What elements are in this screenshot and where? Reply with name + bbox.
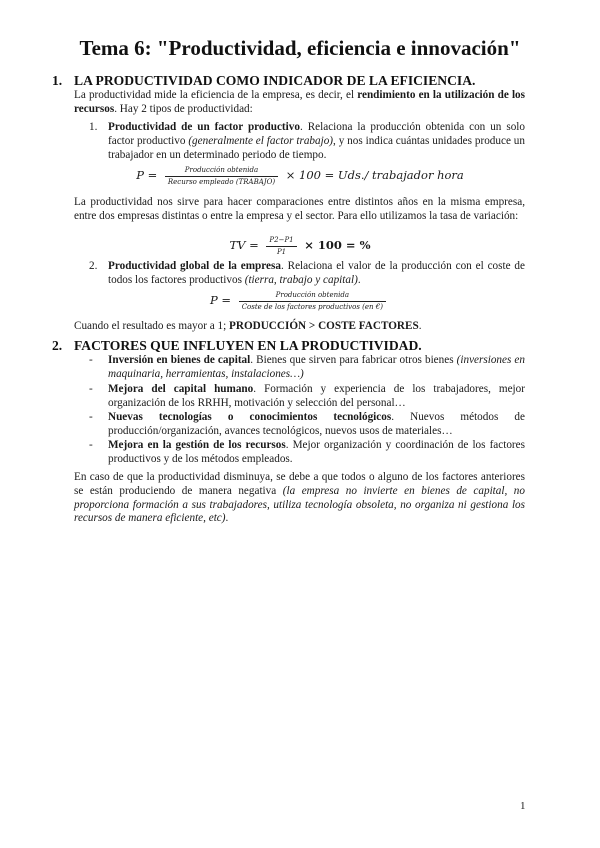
list-item-text: . Nuevos métodos de producción/organización, avances tecnológicos, nuevos usos de materiales…: [108, 411, 525, 437]
list-dash: -: [89, 383, 93, 395]
item-italic-text: (tierra, trabajo y capital): [244, 273, 358, 286]
formula-lhs: P =: [210, 293, 232, 308]
item-text-end: .: [357, 273, 361, 286]
item-italic-text: (generalmente el factor trabajo): [188, 134, 334, 147]
numbered-item-2: [89, 260, 525, 288]
intro-text: La productividad mide la eficiencia de la empresa, es decir, el: [74, 89, 358, 101]
formula-fraction: [239, 291, 386, 311]
formula-fraction: [165, 166, 278, 186]
list-dash: -: [89, 411, 93, 423]
section-1-heading: [52, 73, 475, 90]
conclusion-text-end: .: [418, 320, 422, 332]
item-number: 2.: [89, 260, 98, 272]
intro-text-end: . Hay 2 tipos de productividad:: [114, 102, 253, 115]
formula-denominator: P1: [276, 247, 287, 256]
item-text: . Relaciona el valor de la producción con el coste de todos los factores productivos: [108, 260, 525, 286]
formula-lhs: P =: [136, 168, 158, 183]
list-item-text: . Formación y experiencia de los trabajadores, mejor organización de los RRHH, motivación y selección del personal…: [108, 383, 525, 409]
formula-rhs: × 100 = Uds./ trabajador hora: [285, 168, 464, 183]
section-heading-text: LA PRODUCTIVIDAD COMO INDICADOR DE LA EFICIENCIA.: [74, 73, 476, 88]
item-text-end: , y nos indica cuántas unidades produce un trabajador en un determinado periodo de tiempo.: [108, 134, 525, 161]
list-item: [89, 439, 525, 467]
closing-text-end: .: [225, 512, 229, 525]
list-item: [89, 354, 525, 382]
conclusion-text: Cuando el resultado es mayor a 1;: [74, 320, 230, 332]
formula-numerator: Producción obtenida: [165, 166, 278, 177]
conclusion-bold-text: PRODUCCIÓN > COSTE FACTORES: [229, 320, 419, 332]
formula-denominator: Coste de los factores productivos (en €): [241, 302, 383, 311]
conclusion-line: [74, 320, 525, 334]
section-2-heading: [52, 338, 422, 355]
paragraph-variation-rate: La productividad nos sirve para hacer comparaciones entre distintos años en la misma empresa, entre dos empresas distintas o entre la empresa y el sector. Para ello utilizamos la tasa de variación:: [74, 196, 525, 222]
section-number: 1.: [52, 73, 63, 88]
numbered-item-1: [89, 121, 525, 162]
page-title: Tema 6: "Productividad, eficiencia e innovación": [79, 36, 521, 60]
formula-numerator: P2−P1: [266, 236, 296, 247]
list-item-title: Mejora del capital humano: [108, 383, 254, 395]
closing-text: En caso de que la productividad disminuya, se debe a que todos o alguno de los factores anteriores se están produciendo de manera negativa: [74, 471, 525, 497]
list-item: [89, 411, 525, 439]
formula-productivity-factor: [0, 166, 600, 186]
list-item-title: Inversión en bienes de capital: [108, 354, 251, 366]
list-item-text: . Bienes que sirven para fabricar otros bienes: [250, 354, 457, 366]
list-item-text: . Mejor organización y coordinación de los factores productivos y de los métodos empleados.: [108, 439, 525, 465]
formula-numerator: Producción obtenida: [239, 291, 386, 302]
closing-paragraph: [74, 471, 525, 526]
item-text: . Relaciona la producción obtenida con un solo factor productivo: [108, 121, 525, 147]
list-item-title: Mejora en la gestión de los recursos: [108, 439, 286, 451]
list-dash: -: [89, 354, 93, 366]
closing-italic-text: (la empresa no invierte en bienes de capital, no proporciona formación a sus trabajadores, utiliza tecnología obsoleta, no organiza ni gestiona los recursos de manera eficiente, etc): [74, 484, 525, 525]
formula-fraction: [266, 236, 296, 256]
formula-rhs: × 100 = %: [304, 238, 371, 253]
list-dash: -: [89, 439, 93, 451]
item-title: Productividad de un factor productivo: [108, 121, 300, 133]
list-item-italic: (inversiones en maquinaria, herramientas, instalaciones…): [108, 354, 525, 380]
section-1-intro: [74, 89, 525, 117]
item-title: Productividad global de la empresa: [108, 260, 281, 272]
section-number: 2.: [52, 338, 63, 353]
intro-bold-text: rendimiento en la utilización de los recursos: [74, 89, 525, 115]
page-number: 1: [520, 800, 526, 812]
item-number: 1.: [89, 121, 98, 133]
formula-lhs: TV =: [229, 238, 259, 253]
section-heading-text: FACTORES QUE INFLUYEN EN LA PRODUCTIVIDAD.: [74, 338, 422, 353]
formula-denominator: Recurso empleado (TRABAJO): [167, 177, 276, 186]
list-item: [89, 383, 525, 411]
formula-global-productivity: [0, 291, 600, 311]
formula-variation-rate: [0, 236, 600, 256]
list-item-title: Nuevas tecnologías o conocimientos tecnológicos: [108, 411, 392, 423]
